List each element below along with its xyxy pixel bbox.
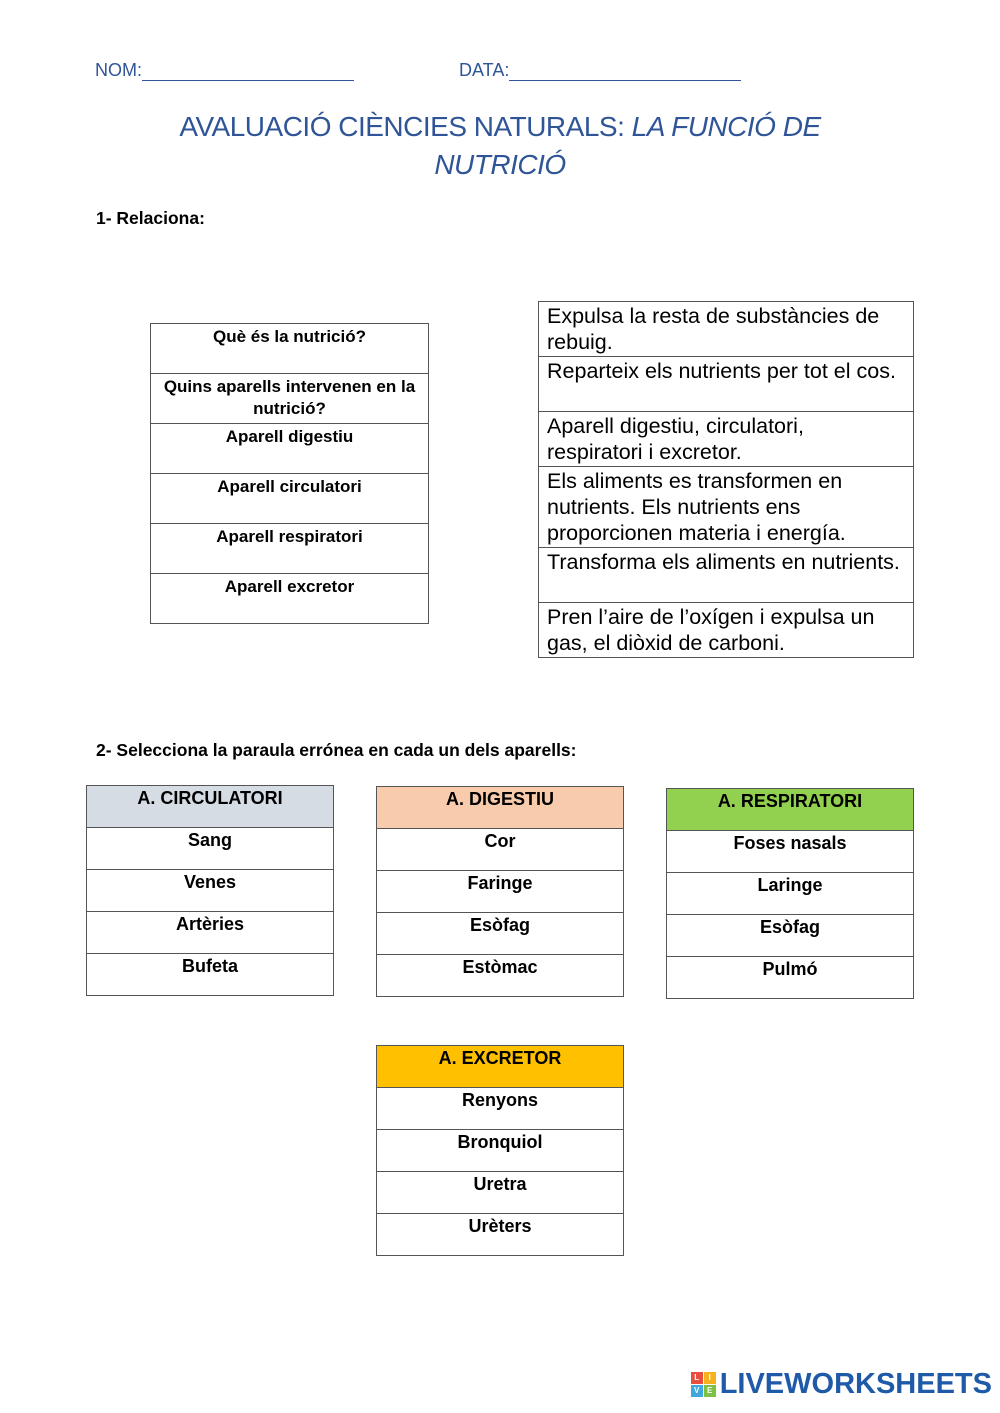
relate-left-item[interactable]: Aparell circulatori bbox=[151, 474, 429, 524]
title-italic-1: LA FUNCIÓ DE bbox=[631, 111, 821, 142]
logo-text: LIVEWORKSHEETS bbox=[719, 1368, 992, 1400]
relate-left-item[interactable]: Aparell digestiu bbox=[151, 424, 429, 474]
respiratori-option[interactable]: Foses nasals bbox=[667, 831, 914, 873]
digestiu-option[interactable]: Cor bbox=[377, 829, 624, 871]
question-1-label: 1- Relaciona: bbox=[96, 208, 205, 228]
relate-right-item[interactable]: Pren l’aire de l’oxígen i expulsa un gas, el diòxid de carboni. bbox=[539, 603, 914, 658]
digestiu-option[interactable]: Estòmac bbox=[377, 955, 624, 997]
relate-right-item[interactable]: Aparell digestiu, circulatori, respiratori i excretor. bbox=[539, 412, 914, 467]
logo-icon-letter: L bbox=[691, 1372, 703, 1384]
date-field bbox=[459, 60, 741, 81]
title-italic-2: NUTRICIÓ bbox=[434, 149, 566, 180]
circulatori-table bbox=[86, 785, 334, 996]
excretor-option[interactable]: Renyons bbox=[377, 1088, 624, 1130]
relate-left-item[interactable]: Què és la nutrició? bbox=[151, 324, 429, 374]
circulatori-option[interactable]: Venes bbox=[87, 870, 334, 912]
name-line[interactable] bbox=[142, 61, 354, 81]
excretor-option[interactable]: Uretra bbox=[377, 1172, 624, 1214]
question-2-label: 2- Selecciona la paraula errónea en cada un dels aparells: bbox=[96, 740, 577, 760]
name-field bbox=[95, 60, 354, 81]
excretor-option[interactable]: Bronquiol bbox=[377, 1130, 624, 1172]
circulatori-option[interactable]: Sang bbox=[87, 828, 334, 870]
excretor-option[interactable]: Urèters bbox=[377, 1214, 624, 1256]
date-line[interactable] bbox=[509, 61, 741, 81]
relate-right-item[interactable]: Els aliments es transformen en nutrients. Els nutrients ens proporcionen materia i energía. bbox=[539, 467, 914, 548]
relate-left-item[interactable]: Quins aparells intervenen en la nutrició? bbox=[151, 374, 429, 424]
circulatori-table-header: A. CIRCULATORI bbox=[87, 786, 334, 828]
excretor-table-header: A. EXCRETOR bbox=[377, 1046, 624, 1088]
relate-right-item[interactable]: Reparteix els nutrients per tot el cos. bbox=[539, 357, 914, 412]
logo-icon bbox=[691, 1372, 716, 1397]
digestiu-option[interactable]: Faringe bbox=[377, 871, 624, 913]
digestiu-table bbox=[376, 786, 624, 997]
circulatori-option[interactable]: Artèries bbox=[87, 912, 334, 954]
page-title bbox=[100, 108, 900, 184]
logo-icon-letter: V bbox=[691, 1385, 703, 1397]
circulatori-option[interactable]: Bufeta bbox=[87, 954, 334, 996]
logo-icon-letter: I bbox=[704, 1372, 716, 1384]
digestiu-table-header: A. DIGESTIU bbox=[377, 787, 624, 829]
respiratori-table-header: A. RESPIRATORI bbox=[667, 789, 914, 831]
logo-icon-letter: E bbox=[704, 1385, 716, 1397]
respiratori-table bbox=[666, 788, 914, 999]
relate-right-item[interactable]: Expulsa la resta de substàncies de rebuig. bbox=[539, 302, 914, 357]
date-label: DATA: bbox=[459, 60, 510, 80]
respiratori-option[interactable]: Esòfag bbox=[667, 915, 914, 957]
excretor-table bbox=[376, 1045, 624, 1256]
respiratori-option[interactable]: Laringe bbox=[667, 873, 914, 915]
relate-right-table bbox=[538, 301, 914, 658]
relate-right-item[interactable]: Transforma els aliments en nutrients. bbox=[539, 548, 914, 603]
digestiu-option[interactable]: Esòfag bbox=[377, 913, 624, 955]
relate-left-item[interactable]: Aparell excretor bbox=[151, 574, 429, 624]
relate-left-item[interactable]: Aparell respiratori bbox=[151, 524, 429, 574]
relate-left-table bbox=[150, 323, 429, 624]
liveworksheets-logo bbox=[691, 1368, 992, 1401]
name-label: NOM: bbox=[95, 60, 142, 80]
title-normal: AVALUACIÓ CIÈNCIES NATURALS: bbox=[179, 111, 632, 142]
respiratori-option[interactable]: Pulmó bbox=[667, 957, 914, 999]
